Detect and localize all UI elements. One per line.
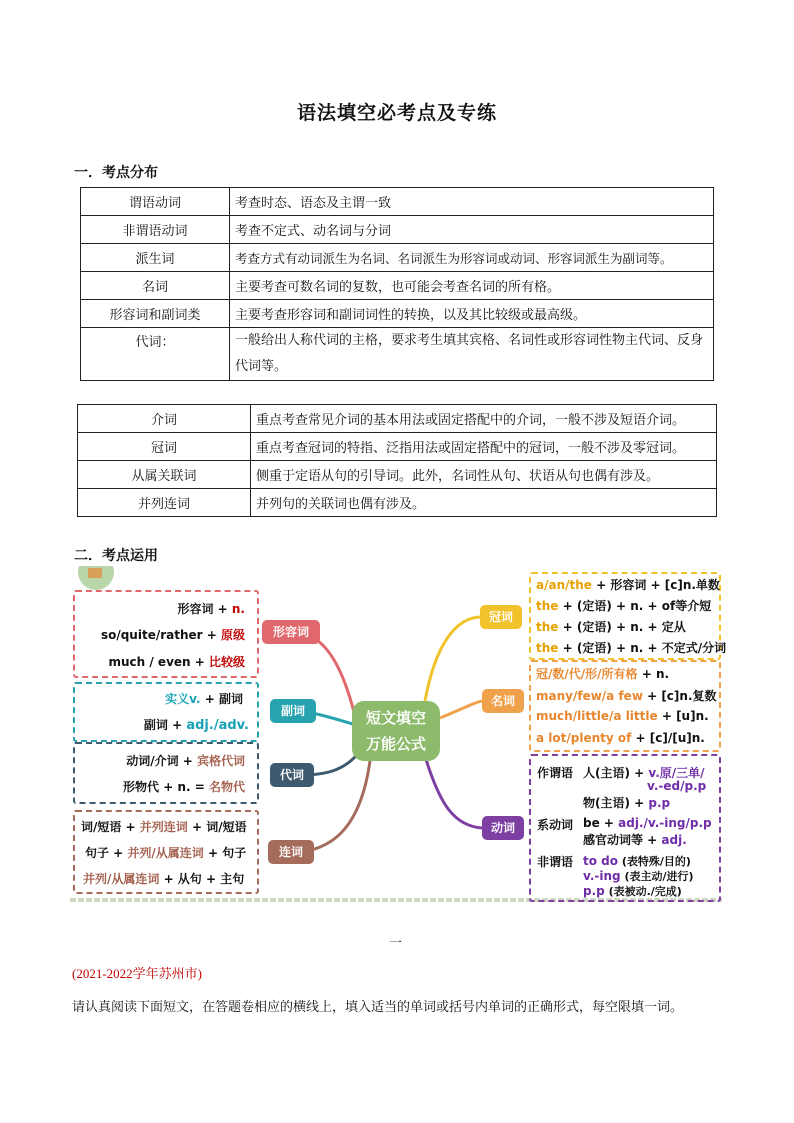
formula-line: the + (定语) + n. + 定从 — [536, 620, 686, 634]
formula-line: 形物代 + n. = 名物代 — [123, 780, 245, 794]
formula-line: so/quite/rather + 原级 — [100, 628, 245, 642]
box-conj — [73, 810, 259, 894]
formula-line: p.p (表被动./完成) — [583, 884, 682, 898]
page-number: 一 — [389, 936, 403, 951]
center-node — [352, 701, 440, 761]
table-key: 从属关联词 — [78, 461, 251, 489]
table-row — [78, 405, 717, 433]
verb-label: 非谓语 — [537, 855, 574, 869]
node-adj: 形容词 — [262, 620, 320, 644]
formula-line: a/an/the + 形容词 + [c]n.单数 — [536, 578, 720, 592]
table-distribution — [80, 187, 714, 381]
table-distribution-2 — [77, 404, 717, 517]
table-value: 考查时态、语态及主谓一致 — [230, 188, 714, 216]
table-row — [81, 328, 714, 381]
table-key: 代词： — [81, 328, 230, 381]
table-row — [78, 433, 717, 461]
table-key: 并列连词 — [78, 489, 251, 517]
formula-line: much/little/a little + [u]n. — [536, 709, 709, 723]
table-key: 派生词 — [81, 244, 230, 272]
center-line2: 万能公式 — [365, 735, 426, 753]
formula-line: many/few/a few + [c]n.复数 — [536, 689, 717, 703]
table-row — [81, 300, 714, 328]
node-pron: 代词 — [270, 763, 314, 787]
formula-line: 冠/数/代/形/所有格 + n. — [536, 667, 670, 681]
node-art: 冠词 — [480, 605, 522, 629]
box-noun — [529, 660, 721, 752]
table-key: 名词 — [81, 272, 230, 300]
formula-line: 副词 + adj./adv. — [143, 718, 249, 733]
table-key: 冠词 — [78, 433, 251, 461]
table-row — [78, 461, 717, 489]
table-key: 形容词和副词类 — [81, 300, 230, 328]
table-value: 考查不定式、动名词与分词 — [230, 216, 714, 244]
formula-line: the + (定语) + n. + 不定式/分词 — [536, 641, 727, 655]
verb-label: 系动词 — [537, 818, 574, 832]
box-art — [529, 572, 727, 660]
table-row — [81, 272, 714, 300]
table-value: 重点考查常见介词的基本用法或固定搭配中的介词，一般不涉及短语介词。 — [251, 405, 717, 433]
node-conj: 连词 — [268, 840, 314, 864]
section2-heading: 二．考点运用 — [74, 548, 158, 564]
formula-line: 句子 + 并列/从属连词 + 句子 — [85, 846, 247, 860]
branch-art — [425, 617, 480, 701]
box-adv — [73, 682, 259, 742]
table-row — [81, 244, 714, 272]
table-value: 主要考查形容词和副词词性的转换，以及其比较级或最高级。 — [230, 300, 714, 328]
node-verb: 动词 — [482, 816, 524, 840]
table-value: 侧重于定语从句的引导词。此外，名词性从句、状语从句也偶有涉及。 — [251, 461, 717, 489]
table-row — [81, 216, 714, 244]
table-row — [81, 188, 714, 216]
formula-line: 实义v. + 副词 — [165, 692, 243, 706]
formula-line: 感官动词等 + adj. — [583, 833, 687, 847]
formula-line: 人(主语) + v.原/三单/ — [583, 766, 705, 780]
mind-map — [70, 566, 727, 906]
center-line1: 短文填空 — [365, 709, 426, 727]
table-value: 主要考查可数名词的复数，也可能会考查名词的所有格。 — [230, 272, 714, 300]
formula-line: 形容词 + n. — [177, 602, 245, 616]
box-adj — [73, 590, 259, 678]
table-value: 考查方式有动词派生为名词、名词派生为形容词或动词、形容词派生为副词等。 — [230, 244, 714, 272]
formula-line: v.-ing (表主动/进行) — [583, 869, 694, 883]
box-pron — [73, 742, 259, 804]
formula-line: a lot/plenty of + [c]/[u]n. — [536, 731, 705, 745]
table-value: 一般给出人称代词的主格，要求考生填其宾格、名词性或形容词性物主代词、反身代词等。 — [230, 328, 714, 381]
table-value: 重点考查冠词的特指、泛指用法或固定搭配中的冠词，一般不涉及零冠词。 — [251, 433, 717, 461]
table-row — [78, 489, 717, 517]
source-label: (2021-2022学年苏州市) — [72, 966, 202, 981]
table-value: 并列句的关联词也偶有涉及。 — [251, 489, 717, 517]
formula-line: v.-ed/p.p — [647, 779, 707, 793]
branch-noun — [440, 701, 482, 718]
instruction-text: 请认真阅读下面短文，在答题卷相应的横线上，填入适当的单词或括号内单词的正确形式，每空限填一词。 — [72, 1000, 684, 1015]
formula-line: 并列/从属连词 + 从句 + 主句 — [83, 872, 245, 886]
table-key: 介词 — [78, 405, 251, 433]
table-key: 谓语动词 — [81, 188, 230, 216]
decorative-icon-inner — [88, 568, 102, 578]
box-verb — [529, 754, 721, 902]
formula-line: 动词/介词 + 宾格代词 — [126, 754, 245, 768]
section1-heading: 一．考点分布 — [74, 165, 158, 181]
node-adv: 副词 — [270, 699, 316, 723]
page-title: 语法填空必考点及专练 — [296, 102, 497, 124]
verb-label: 作谓语 — [537, 766, 574, 780]
formula-line: much / even + 比较级 — [108, 655, 245, 669]
formula-line: the + (定语) + n. + of等介短 — [536, 599, 712, 613]
node-noun: 名词 — [482, 689, 524, 713]
branch-verb — [425, 756, 482, 828]
table-key: 非谓语动词 — [81, 216, 230, 244]
formula-line: be + adj./v.-ing/p.p — [583, 816, 712, 830]
formula-line: to do (表特殊/目的) — [583, 854, 691, 868]
formula-line: 词/短语 + 并列连词 + 词/短语 — [81, 820, 247, 834]
formula-line: 物(主语) + p.p — [583, 796, 671, 810]
